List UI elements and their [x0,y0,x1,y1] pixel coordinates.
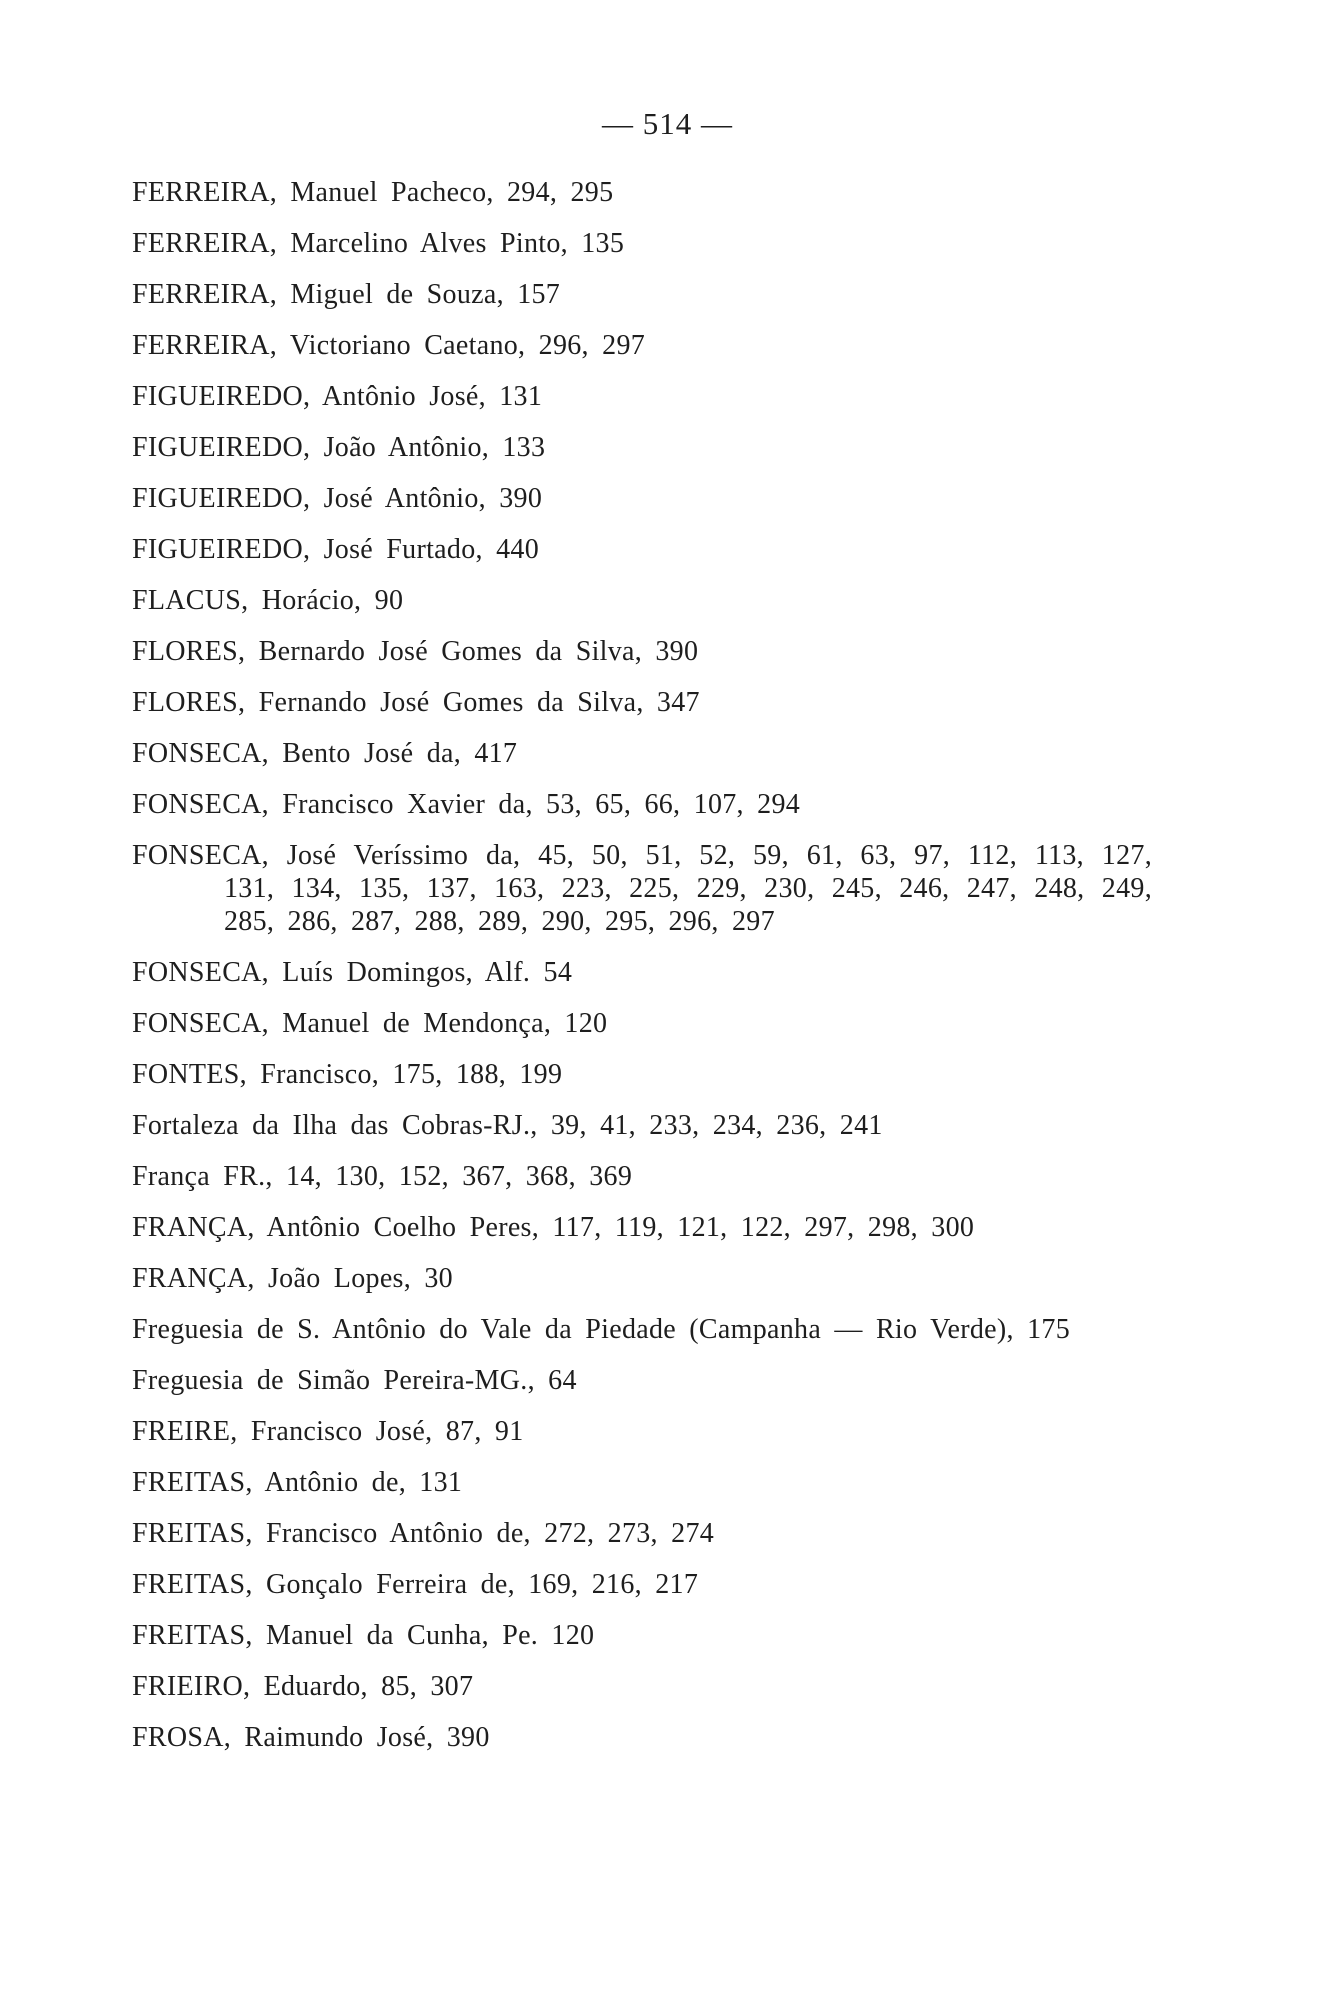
index-entry: FRIEIRO, Eduardo, 85, 307 [132,1671,474,1702]
index-entry: FONSECA, Bento José da, 417 [132,738,518,769]
index-entry: FRANÇA, Antônio Coelho Peres, 117, 119, 121, 122, 297, 298, 300 [132,1212,975,1243]
index-entry: Freguesia de S. Antônio do Vale da Piedade (Campanha — Rio Verde), 175 [132,1314,1071,1345]
page-number: — 514 — [602,106,733,141]
index-entry: FONSECA, Manuel de Mendonça, 120 [132,1008,608,1039]
index-entry: FONSECA, Luís Domingos, Alf. 54 [132,957,573,988]
index-entry: FREITAS, Antônio de, 131 [132,1467,463,1498]
index-entry: FROSA, Raimundo José, 390 [132,1722,490,1753]
index-entry: FLACUS, Horácio, 90 [132,585,404,616]
index-entry: FREITAS, Manuel da Cunha, Pe. 120 [132,1620,595,1651]
index-entry: FLORES, Fernando José Gomes da Silva, 347 [132,687,700,718]
index-entry: FREITAS, Gonçalo Ferreira de, 169, 216, 217 [132,1569,699,1600]
index-entry: FERREIRA, Manuel Pacheco, 294, 295 [132,177,614,208]
index-entry: FIGUEIREDO, José Furtado, 440 [132,534,540,565]
index-entry: FREITAS, Francisco Antônio de, 272, 273, 274 [132,1518,715,1549]
index-entry: França FR., 14, 130, 152, 367, 368, 369 [132,1161,633,1192]
index-list [132,176,1152,1772]
index-entry: FIGUEIREDO, José Antônio, 390 [132,483,543,514]
index-entry: FERREIRA, Miguel de Souza, 157 [132,279,561,310]
index-entry: FRANÇA, João Lopes, 30 [132,1263,453,1294]
index-entry: FREIRE, Francisco José, 87, 91 [132,1416,524,1447]
index-entry: Fortaleza da Ilha das Cobras-RJ., 39, 41, 233, 234, 236, 241 [132,1110,883,1141]
index-entry: FLORES, Bernardo José Gomes da Silva, 390 [132,636,699,667]
index-entry: FERREIRA, Victoriano Caetano, 296, 297 [132,330,646,361]
index-entry: FIGUEIREDO, Antônio José, 131 [132,381,543,412]
index-entry: FIGUEIREDO, João Antônio, 133 [132,432,546,463]
index-entry: FONSECA, Francisco Xavier da, 53, 65, 66, 107, 294 [132,789,801,820]
index-entry: FONSECA, José Veríssimo da, 45, 50, 51, 52, 59, 61, 63, 97, 112, 113, 127, 131, 134, 135, 137, 163, 223, 225, 229, 230, 245, 246, 247, 248, 249, 285, 286, 287, 288, 289, 290, 295, 296, 297 [132,840,1152,937]
index-entry: FERREIRA, Marcelino Alves Pinto, 135 [132,228,625,259]
index-entry: FONTES, Francisco, 175, 188, 199 [132,1059,563,1090]
index-entry: Freguesia de Simão Pereira-MG., 64 [132,1365,577,1396]
